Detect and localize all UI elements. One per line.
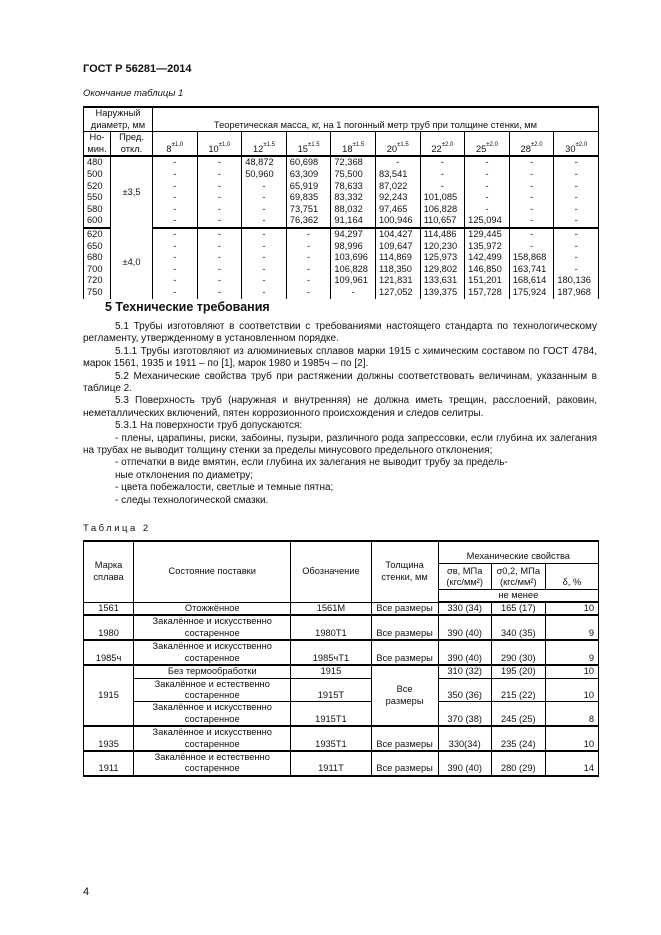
mass-cell: 139,375 <box>420 287 465 299</box>
mass-cell: 69,835 <box>286 192 331 204</box>
table-row <box>84 228 599 241</box>
state-cell: Закалённое и искусственно состаренное <box>134 615 291 640</box>
thickness-tolerance: ±1.5 <box>352 141 365 148</box>
header-state: Состояние поставки <box>134 541 291 602</box>
header-mechanical: Механические свойства <box>438 541 598 563</box>
mass-cell: 63,309 <box>286 169 331 181</box>
mass-cell: 129,445 <box>465 228 510 241</box>
designation-cell: 1915 <box>291 665 371 678</box>
nominal-diameter-cell: 580 <box>84 204 111 216</box>
mass-cell: - <box>554 169 599 181</box>
grade-cell: 1561 <box>84 602 134 615</box>
sigma-b-cell: 390 (40) <box>438 751 491 776</box>
mass-cell: - <box>509 215 554 228</box>
header-nominal: Но-мин. <box>84 132 111 157</box>
mass-cell: - <box>197 275 242 287</box>
mass-cell: 133,631 <box>420 275 465 287</box>
mass-cell: - <box>197 181 242 193</box>
designation-cell: 1561М <box>291 602 371 615</box>
elongation-cell: 9 <box>545 640 598 665</box>
mass-cell: - <box>153 204 198 216</box>
table-row <box>84 181 599 193</box>
mass-cell: 76,362 <box>286 215 331 228</box>
mass-cell: - <box>509 192 554 204</box>
header-thickness-18 <box>331 132 376 157</box>
header-thickness-22 <box>420 132 465 157</box>
mass-cell: - <box>197 192 242 204</box>
mass-cell: - <box>375 156 420 169</box>
mass-cell: - <box>554 156 599 169</box>
mass-cell: - <box>509 204 554 216</box>
table-row <box>84 204 599 216</box>
sigma-b-cell: 330(34) <box>438 726 491 751</box>
designation-cell: 1985чТ1 <box>291 640 371 665</box>
mass-cell: 83,332 <box>331 192 376 204</box>
mass-cell: - <box>554 252 599 264</box>
mass-cell: - <box>554 204 599 216</box>
mass-cell: - <box>554 264 599 276</box>
sigma-02-cell: 235 (24) <box>491 726 545 751</box>
mass-cell: 135,972 <box>465 241 510 253</box>
mass-cell: - <box>153 156 198 169</box>
header-thickness-15 <box>286 132 331 157</box>
nominal-diameter-cell: 520 <box>84 181 111 193</box>
mass-cell: - <box>153 252 198 264</box>
sigma-b-cell: 390 (40) <box>438 640 491 665</box>
thickness-tolerance: ±1.0 <box>218 141 231 148</box>
paragraph: - плены, царапины, риски, забоины, пузыри, различного рода запрессовки, если глубина их залегания на трубах не выводит толщину стенки за пределы минусового предельного отклонения; <box>83 432 597 457</box>
mass-cell: 110,657 <box>420 215 465 228</box>
designation-cell: 1911Т <box>291 751 371 776</box>
mass-cell: - <box>554 215 599 228</box>
mass-cell: 163,741 <box>509 264 554 276</box>
mass-cell: - <box>554 192 599 204</box>
mass-cell: 118,350 <box>375 264 420 276</box>
table-row <box>84 678 599 702</box>
header-thickness-30 <box>554 132 599 157</box>
thickness-tolerance: ±1.5 <box>307 141 320 148</box>
mass-cell: - <box>465 169 510 181</box>
mass-cell: - <box>242 241 287 253</box>
mass-cell: - <box>153 215 198 228</box>
mass-cell: - <box>197 252 242 264</box>
mass-cell: 72,368 <box>331 156 376 169</box>
nominal-diameter-cell: 620 <box>84 228 111 241</box>
paragraph: - цвета побежалости, светлые и темные пятна; <box>115 482 334 494</box>
mass-cell: 157,728 <box>465 287 510 299</box>
thickness-cell: Все размеры <box>371 751 438 776</box>
elongation-cell: 10 <box>545 602 598 615</box>
nominal-diameter-cell: 700 <box>84 264 111 276</box>
mass-cell: - <box>465 192 510 204</box>
table-row <box>84 751 599 776</box>
mass-cell: - <box>509 181 554 193</box>
elongation-cell: 10 <box>545 726 598 751</box>
paragraph: 5.2 Механические свойства труб при растяжении должны соответствовать величинам, указанным в таблице 2. <box>83 370 597 395</box>
mass-cell: 109,647 <box>375 241 420 253</box>
mass-cell: 83,541 <box>375 169 420 181</box>
nominal-diameter-cell: 550 <box>84 192 111 204</box>
mass-cell: - <box>197 264 242 276</box>
header-thickness-8 <box>153 132 198 157</box>
thickness-value: 20 <box>386 143 398 154</box>
mass-cell: 73,751 <box>286 204 331 216</box>
table-row <box>84 726 599 751</box>
table-1-pipe-mass <box>83 106 599 299</box>
header-diameter: Наружный диаметр, мм <box>84 107 153 132</box>
mass-cell: 92,243 <box>375 192 420 204</box>
mass-cell: 78,633 <box>331 181 376 193</box>
mass-cell: 129,802 <box>420 264 465 276</box>
sigma-b-cell: 370 (38) <box>438 702 491 726</box>
state-cell: Без термообработки <box>134 665 291 678</box>
nominal-diameter-cell: 500 <box>84 169 111 181</box>
table-row <box>84 192 599 204</box>
table-row <box>84 602 599 615</box>
mass-cell: - <box>153 275 198 287</box>
mass-cell: - <box>242 181 287 193</box>
mass-cell: - <box>242 228 287 241</box>
grade-cell: 1980 <box>84 615 134 640</box>
mass-cell: 98,996 <box>331 241 376 253</box>
mass-cell: - <box>331 287 376 299</box>
thickness-cell: Все размеры <box>371 665 438 726</box>
mass-cell: - <box>465 181 510 193</box>
mass-cell: 106,828 <box>331 264 376 276</box>
thickness-cell: Все размеры <box>371 602 438 615</box>
mass-cell: 48,872 <box>242 156 287 169</box>
mass-cell: - <box>420 181 465 193</box>
thickness-value: 22 <box>431 143 442 154</box>
mass-cell: 109,961 <box>331 275 376 287</box>
paragraph: ные отклонения по диаметру; <box>115 469 254 481</box>
header-thickness-28 <box>509 132 554 157</box>
designation-cell: 1915Т <box>291 678 371 702</box>
header-designation: Обозначение <box>291 541 371 602</box>
mass-cell: - <box>242 252 287 264</box>
mass-cell: 125,973 <box>420 252 465 264</box>
nominal-diameter-cell: 750 <box>84 287 111 299</box>
thickness-tolerance: ±2.0 <box>486 141 498 148</box>
nominal-diameter-cell: 720 <box>84 275 111 287</box>
state-cell: Закалённое и искусственно состаренное <box>134 726 291 751</box>
state-cell: Закалённое и искусственно состаренное <box>134 702 291 726</box>
mass-cell: 106,828 <box>420 204 465 216</box>
mass-cell: 175,924 <box>509 287 554 299</box>
deviation-cell: ±4,0 <box>111 228 153 299</box>
mass-cell: 94,297 <box>331 228 376 241</box>
state-cell: Закалённое и естественно состаренное <box>134 678 291 702</box>
mass-cell: - <box>153 169 198 181</box>
mass-cell: - <box>286 228 331 241</box>
paragraph: 5.3.1 На поверхности труб допускаются: <box>115 420 303 432</box>
mass-cell: 88,032 <box>331 204 376 216</box>
mass-cell: 103,696 <box>331 252 376 264</box>
mass-cell: - <box>197 204 242 216</box>
mass-cell: - <box>153 228 198 241</box>
mass-cell: - <box>153 192 198 204</box>
nominal-diameter-cell: 650 <box>84 241 111 253</box>
mass-cell: - <box>242 192 287 204</box>
mass-cell: 100,946 <box>375 215 420 228</box>
table2-caption: Таблица 2 <box>83 523 151 534</box>
thickness-value: 10 <box>208 143 219 154</box>
mass-cell: - <box>153 287 198 299</box>
mass-cell: - <box>509 241 554 253</box>
header-thickness-10 <box>197 132 242 157</box>
thickness-cell: Все размеры <box>371 615 438 640</box>
designation-cell: 1980Т1 <box>291 615 371 640</box>
section-title: 5 Технические требования <box>105 300 270 314</box>
thickness-value: 15 <box>297 143 308 154</box>
mass-cell: 127,052 <box>375 287 420 299</box>
mass-cell: - <box>242 204 287 216</box>
thickness-value: 8 <box>166 143 172 154</box>
thickness-cell: Все размеры <box>371 726 438 751</box>
mass-cell: 101,085 <box>420 192 465 204</box>
header-min: не менее <box>438 589 598 602</box>
mass-cell: 180,136 <box>554 275 599 287</box>
table-row <box>84 215 599 228</box>
mass-cell: 151,201 <box>465 275 510 287</box>
mass-cell: - <box>286 287 331 299</box>
mass-cell: - <box>197 156 242 169</box>
paragraph: 5.1 Трубы изготовляют в соответствии с требованиями настоящего стандарта по технологическому регламенту, утвержденному в установленном порядке. <box>83 321 597 345</box>
deviation-cell: ±3,5 <box>111 156 153 228</box>
mass-cell: - <box>197 215 242 228</box>
mass-cell: - <box>153 181 198 193</box>
header-thickness: Толщина стенки, мм <box>371 541 438 602</box>
header-thickness-12 <box>242 132 287 157</box>
mass-cell: 50,960 <box>242 169 287 181</box>
mass-cell: 187,968 <box>554 287 599 299</box>
sigma-b-cell: 310 (32) <box>438 665 491 678</box>
elongation-cell: 10 <box>545 678 598 702</box>
mass-cell: 65,919 <box>286 181 331 193</box>
header-mass: Теоретическая масса, кг, на 1 погонный метр труб при толщине стенки, мм <box>153 107 599 132</box>
mass-cell: - <box>197 287 242 299</box>
sigma-02-cell: 290 (30) <box>491 640 545 665</box>
mass-cell: - <box>509 169 554 181</box>
table-row <box>84 665 599 678</box>
mass-cell: 114,486 <box>420 228 465 241</box>
header-sigma-b: σв, МПа (кгс/мм²) <box>438 563 491 589</box>
thickness-tolerance: ±1.5 <box>397 141 409 148</box>
state-cell: Отожжённое <box>134 602 291 615</box>
mass-cell: - <box>465 156 510 169</box>
mass-cell: 97,465 <box>375 204 420 216</box>
mass-cell: - <box>153 264 198 276</box>
mass-cell: - <box>242 287 287 299</box>
mass-cell: 91,164 <box>331 215 376 228</box>
thickness-value: 12 <box>252 143 264 154</box>
mass-cell: - <box>509 228 554 241</box>
mass-cell: 125,094 <box>465 215 510 228</box>
sigma-02-cell: 195 (20) <box>491 665 545 678</box>
mass-cell: - <box>509 156 554 169</box>
sigma-b-cell: 350 (36) <box>438 678 491 702</box>
mass-cell: - <box>286 264 331 276</box>
sigma-02-cell: 245 (25) <box>491 702 545 726</box>
thickness-tolerance: ±2.0 <box>530 141 543 148</box>
mass-cell: 142,499 <box>465 252 510 264</box>
paragraph: - следы технологической смазки. <box>115 494 269 506</box>
sigma-02-cell: 215 (22) <box>491 678 545 702</box>
nominal-diameter-cell: 600 <box>84 215 111 228</box>
section-body <box>83 321 597 507</box>
thickness-tolerance: ±1.0 <box>171 141 184 148</box>
grade-cell: 1985ч <box>84 640 134 665</box>
page-number: 4 <box>83 886 90 898</box>
table-row <box>84 156 599 169</box>
sigma-b-cell: 330 (34) <box>438 602 491 615</box>
mass-cell: - <box>554 228 599 241</box>
mass-cell: - <box>197 169 242 181</box>
mass-cell: 104,427 <box>375 228 420 241</box>
paragraph: - отпечатки в виде вмятин, если глубина их залегания не выводит трубу за предель- <box>115 457 508 469</box>
elongation-cell: 8 <box>545 702 598 726</box>
table-row <box>84 275 599 287</box>
sigma-02-cell: 340 (35) <box>491 615 545 640</box>
mass-cell: - <box>420 169 465 181</box>
header-sigma-02: σ0,2, МПа (кгс/мм²) <box>491 563 545 589</box>
sigma-02-cell: 280 (29) <box>491 751 545 776</box>
thickness-tolerance: ±2.0 <box>441 141 454 148</box>
mass-cell: 75,500 <box>331 169 376 181</box>
state-cell: Закалённое и искусственно состаренное <box>134 640 291 665</box>
thickness-value: 28 <box>520 143 531 154</box>
paragraph: 5.1.1 Трубы изготовляют из алюминиевых сплавов марки 1915 с химическим составом по ГОСТ 4784, марок 1561, 1935 и 1911 – по [1], марок 1980 и 1985ч – по [2]. <box>83 345 597 370</box>
thickness-tolerance: ±2.0 <box>575 141 588 148</box>
sigma-b-cell: 390 (40) <box>438 615 491 640</box>
table-row <box>84 640 599 665</box>
sigma-02-cell: 165 (17) <box>491 602 545 615</box>
mass-cell: - <box>420 156 465 169</box>
mass-cell: - <box>197 228 242 241</box>
mass-cell: 120,230 <box>420 241 465 253</box>
mass-cell: - <box>242 215 287 228</box>
table-row <box>84 702 599 726</box>
mass-cell: - <box>554 181 599 193</box>
mass-cell: - <box>286 241 331 253</box>
mass-cell: 168,614 <box>509 275 554 287</box>
mass-cell: 60,698 <box>286 156 331 169</box>
thickness-value: 30 <box>565 143 576 154</box>
grade-cell: 1915 <box>84 665 134 726</box>
grade-cell: 1911 <box>84 751 134 776</box>
mass-cell: 87,022 <box>375 181 420 193</box>
thickness-tolerance: ±1.5 <box>263 141 275 148</box>
mass-cell: 146,850 <box>465 264 510 276</box>
mass-cell: - <box>465 204 510 216</box>
table-row <box>84 264 599 276</box>
nominal-diameter-cell: 680 <box>84 252 111 264</box>
mass-cell: 158,868 <box>509 252 554 264</box>
table1-caption: Окончание таблицы 1 <box>83 88 184 99</box>
paragraph: 5.3 Поверхность труб (наружная и внутренняя) не должна иметь трещин, расслоений, раковин, неметаллических включений, пятен коррозионного происхождения и следов селитры. <box>83 395 597 419</box>
grade-cell: 1935 <box>84 726 134 751</box>
thickness-value: 25 <box>475 143 487 154</box>
state-cell: Закалённое и естественно состаренное <box>134 751 291 776</box>
document-header: ГОСТ Р 56281—2014 <box>83 63 192 75</box>
designation-cell: 1915Т1 <box>291 702 371 726</box>
mass-cell: 114,869 <box>375 252 420 264</box>
mass-cell: - <box>242 275 287 287</box>
header-delta: δ, % <box>545 563 598 589</box>
mass-cell: - <box>153 241 198 253</box>
elongation-cell: 9 <box>545 615 598 640</box>
table-row <box>84 615 599 640</box>
mass-cell: 121,831 <box>375 275 420 287</box>
mass-cell: - <box>286 252 331 264</box>
elongation-cell: 14 <box>545 751 598 776</box>
header-thickness-25 <box>465 132 510 157</box>
designation-cell: 1935Т1 <box>291 726 371 751</box>
elongation-cell: 10 <box>545 665 598 678</box>
table-row <box>84 241 599 253</box>
mass-cell: - <box>554 241 599 253</box>
thickness-cell: Все размеры <box>371 640 438 665</box>
table-row <box>84 287 599 299</box>
mass-cell: - <box>242 264 287 276</box>
header-deviation: Пред. откл. <box>111 132 153 157</box>
nominal-diameter-cell: 480 <box>84 156 111 169</box>
table-row <box>84 252 599 264</box>
header-thickness-20 <box>375 132 420 157</box>
mass-cell: - <box>197 241 242 253</box>
mass-cell: - <box>286 275 331 287</box>
table-2-mechanical-properties <box>83 540 599 777</box>
header-grade: Марка сплава <box>84 541 134 602</box>
thickness-value: 18 <box>342 143 353 154</box>
table-row <box>84 169 599 181</box>
